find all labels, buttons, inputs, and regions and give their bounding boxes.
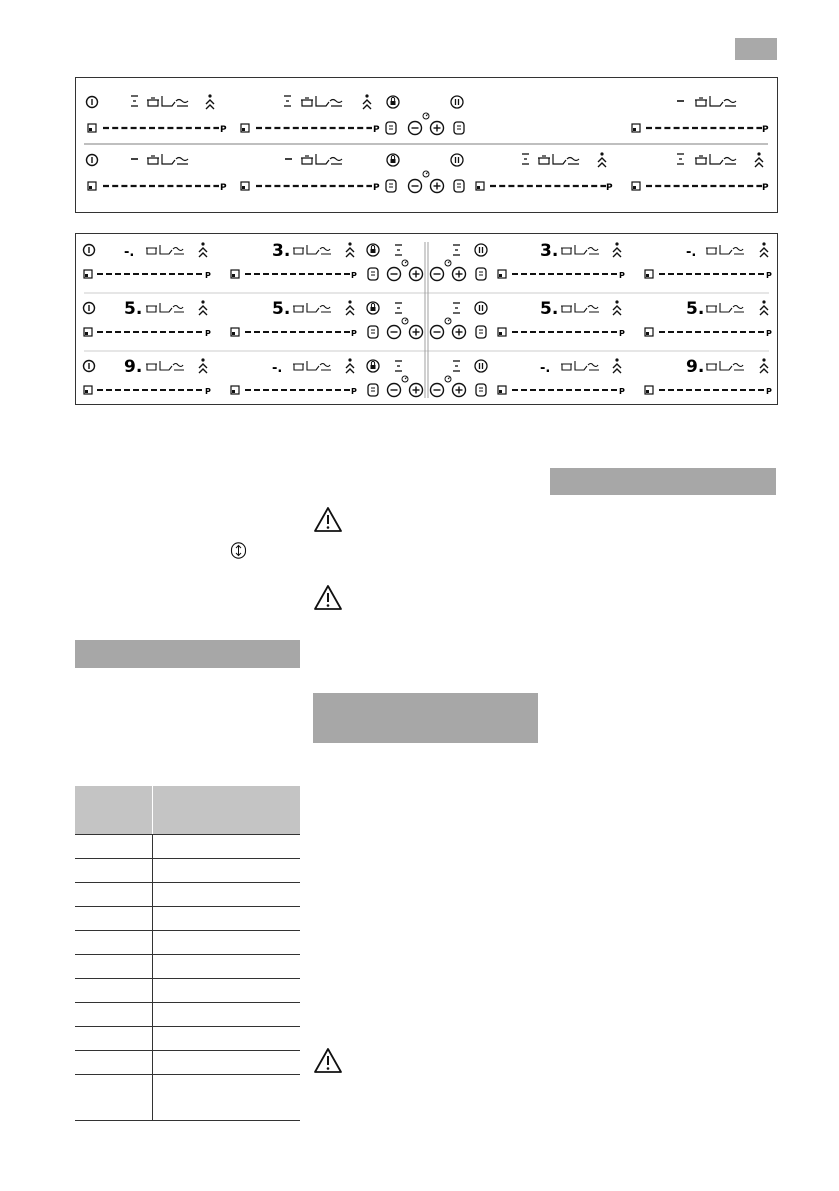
page-number-tab	[735, 38, 777, 60]
svg-text:P: P	[351, 387, 357, 396]
svg-text:P: P	[220, 183, 227, 193]
svg-text:-.: -.	[540, 361, 551, 376]
svg-text:P: P	[762, 183, 769, 193]
svg-text:P: P	[205, 271, 211, 280]
table-header-row	[75, 786, 300, 835]
svg-text:P: P	[619, 329, 625, 338]
svg-text:5.: 5.	[540, 299, 559, 319]
scale-end-label: P	[220, 125, 227, 135]
table-row	[75, 931, 300, 955]
pause-icon	[451, 96, 463, 108]
control-panel-diagram-1	[75, 77, 778, 213]
table-row	[75, 1027, 300, 1051]
updown-arrow-icon	[230, 542, 247, 559]
svg-text:P: P	[205, 329, 211, 338]
timer-icon	[423, 113, 429, 119]
svg-text:9.: 9.	[124, 357, 143, 377]
table-row	[75, 859, 300, 883]
svg-text:5.: 5.	[272, 299, 291, 319]
table-row	[75, 1003, 300, 1027]
section-heading-bar-left	[75, 640, 300, 668]
table-row	[75, 1075, 300, 1121]
settings-table	[75, 786, 300, 1121]
warning-triangle-icon	[313, 584, 343, 612]
table-row	[75, 1051, 300, 1075]
svg-text:P: P	[619, 271, 625, 280]
svg-text:P: P	[351, 271, 357, 280]
table-header-cell	[153, 786, 301, 835]
section-heading-block-center	[313, 693, 538, 743]
table-row	[75, 979, 300, 1003]
svg-text:P: P	[619, 387, 625, 396]
svg-text:-.: -.	[686, 245, 697, 260]
svg-text:-.: -.	[272, 361, 283, 376]
svg-text:P: P	[205, 387, 211, 396]
power-icon	[87, 97, 98, 108]
svg-text:3.: 3.	[540, 241, 559, 261]
table-header-cell	[75, 786, 153, 835]
warning-triangle-icon	[313, 1047, 343, 1075]
table-row	[75, 907, 300, 931]
svg-text:P: P	[351, 329, 357, 338]
svg-text:9.: 9.	[686, 357, 705, 377]
zone-display: -.	[124, 245, 135, 260]
svg-text:P: P	[373, 183, 380, 193]
svg-text:P: P	[766, 271, 772, 280]
zone-display: 3.	[272, 241, 291, 261]
cookware-icon	[147, 96, 188, 106]
level-indicator	[131, 96, 138, 106]
table-row	[75, 883, 300, 907]
boost-icon	[206, 94, 214, 109]
table-row	[75, 955, 300, 979]
svg-text:5.: 5.	[124, 299, 143, 319]
section-heading-bar-right	[550, 468, 776, 495]
plus-icon	[431, 122, 444, 135]
warning-triangle-icon	[313, 506, 343, 534]
minus-icon	[409, 122, 422, 135]
svg-text:5.: 5.	[686, 299, 705, 319]
svg-text:P: P	[606, 183, 613, 193]
lock-icon	[387, 96, 399, 108]
svg-text:P: P	[762, 125, 769, 135]
control-panel-diagram-2	[75, 233, 778, 405]
control-panel-2-svg	[76, 234, 777, 404]
table-row	[75, 835, 300, 859]
svg-text:P: P	[766, 329, 772, 338]
svg-text:P: P	[373, 125, 380, 135]
svg-text:P: P	[766, 387, 772, 396]
control-panel-1-svg	[76, 78, 777, 212]
